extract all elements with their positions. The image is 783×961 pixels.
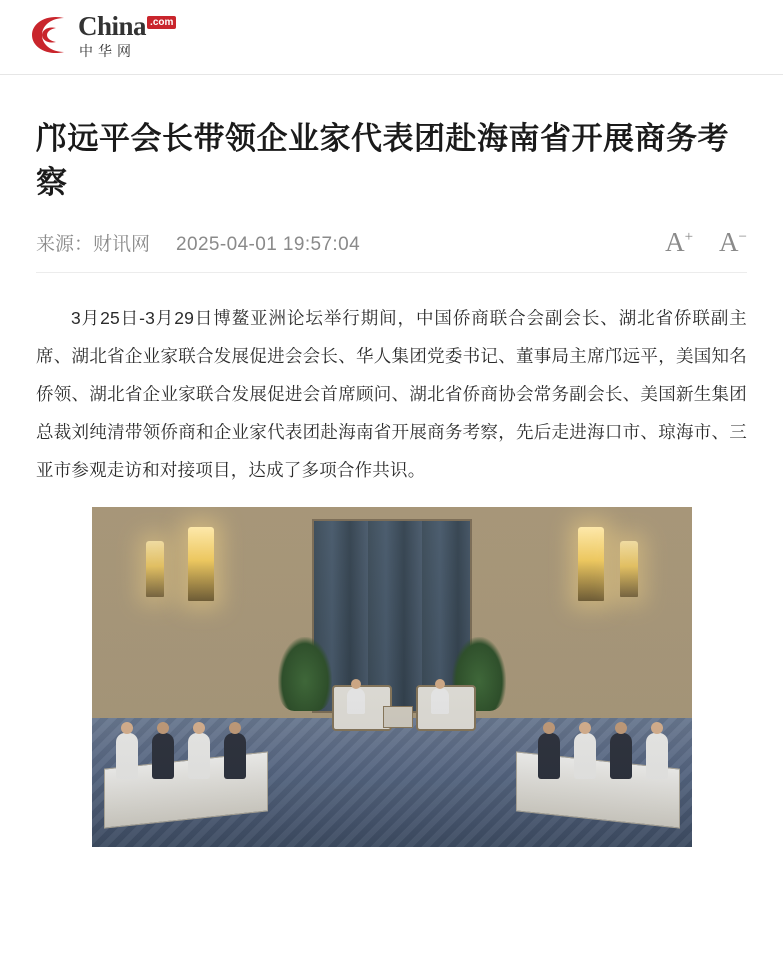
photo-delegate — [646, 733, 668, 779]
photo-delegate — [224, 733, 246, 779]
article — [0, 75, 783, 847]
font-size-controls — [665, 229, 747, 256]
photo-wall-lamp — [188, 527, 214, 601]
article-paragraph: 3月25日-3月29日博鳌亚洲论坛举行期间，中国侨商联合会副会长、湖北省侨联副主席、湖北省企业家联合发展促进会会长、华人集团党委书记、董事局主席邝远平，美国知名侨领、湖北省企业家联合发展促进会首席顾问、湖北省侨商协会常务副会长、美国新生集团总裁刘纯清带领侨商和企业家代表团赴海南省开展商务考察，先后走进海口市、琼海市、三亚市参观走访和对接项目，达成了多项合作共识。 — [36, 308, 747, 480]
china-com-logo-icon — [26, 12, 72, 58]
article-timestamp: 2025-04-01 19:57:04 — [176, 234, 361, 255]
logo-badge: .com — [147, 16, 176, 29]
logo-text — [78, 10, 176, 59]
photo-wall-lamp — [620, 541, 638, 597]
article-meta — [36, 229, 747, 273]
photo-delegate — [188, 733, 210, 779]
font-decrease-button[interactable]: A− — [719, 227, 747, 257]
logo-text-cn: 中华网 — [79, 42, 136, 59]
photo-center-screen — [314, 521, 470, 711]
photo-tea-table — [383, 706, 413, 728]
photo-delegate — [574, 733, 596, 779]
photo-wall-lamp — [578, 527, 604, 601]
photo-seated-person — [347, 688, 365, 714]
article-source: 来源：财讯网 — [36, 234, 151, 255]
photo-delegate — [116, 733, 138, 779]
site-header — [0, 0, 783, 75]
article-meta-left — [36, 229, 360, 256]
page-title: 邝远平会长带领企业家代表团赴海南省开展商务考察 — [36, 121, 729, 200]
photo-plant — [278, 637, 332, 711]
photo-seated-person — [431, 688, 449, 714]
photo-delegate — [152, 733, 174, 779]
article-body — [36, 273, 747, 847]
logo-text-en: China $^{.com}$ — [78, 13, 176, 40]
photo-delegate — [610, 733, 632, 779]
photo-wall-lamp — [146, 541, 164, 597]
article-figure — [36, 507, 747, 847]
font-increase-button[interactable]: A+ — [665, 227, 694, 257]
article-photo — [92, 507, 692, 847]
photo-delegate — [538, 733, 560, 779]
site-logo-link[interactable] — [26, 12, 176, 58]
